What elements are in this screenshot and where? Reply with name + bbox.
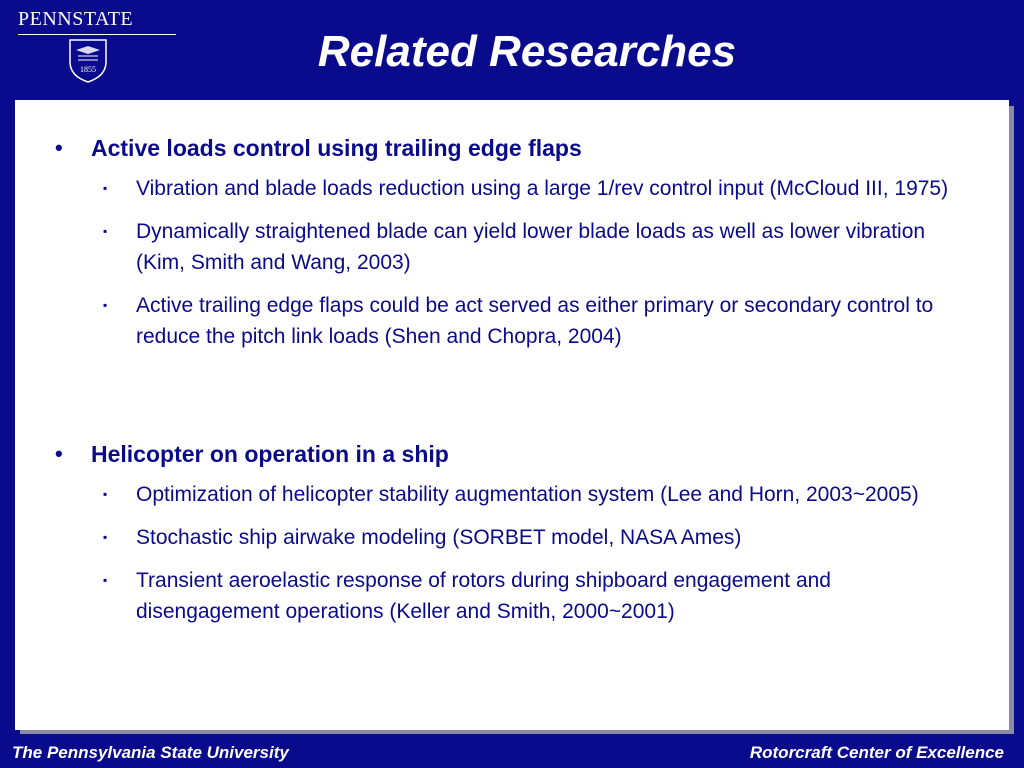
- bullet-level2: ▪: [103, 530, 108, 544]
- section-heading-text: Helicopter on operation in a ship: [91, 441, 449, 467]
- footer: [0, 738, 1024, 768]
- section-helicopter-ship: [15, 438, 1009, 627]
- list-item-text: Transient aeroelastic response of rotors during shipboard engagement and disengagement operations (Keller and Smith, 2000~2001): [136, 569, 831, 623]
- list-item-text: Active trailing edge flaps could be act served as either primary or secondary control to reduce the pitch link loads (Shen and Chopra, 2004): [136, 294, 934, 348]
- logo-year: 1855: [80, 65, 96, 74]
- section-active-loads: [15, 132, 1009, 352]
- section-heading: [15, 132, 1009, 164]
- list-item: [15, 522, 1009, 553]
- list-item-text: Dynamically straightened blade can yield lower blade loads as well as lower vibration (Kim, Smith and Wang, 2003): [136, 220, 926, 274]
- list-item-text: Vibration and blade loads reduction using a large 1/rev control input (McCloud III, 1975): [136, 177, 949, 200]
- footer-center: Rotorcraft Center of Excellence: [749, 743, 1004, 762]
- bullet-level2: ▪: [103, 573, 108, 587]
- list-item: [15, 565, 1009, 627]
- list-item: [15, 479, 1009, 510]
- section-heading-text: Active loads control using trailing edge flaps: [91, 135, 582, 161]
- bullet-level2: ▪: [103, 181, 108, 195]
- list-item: [15, 173, 1009, 204]
- section-heading: [15, 438, 1009, 470]
- bullet-level2: ▪: [103, 487, 108, 501]
- page-title: Related Researches: [317, 27, 737, 76]
- bullet-level1: •: [55, 441, 63, 466]
- bullet-level1: •: [55, 135, 63, 160]
- content-panel: [15, 100, 1009, 730]
- footer-university: The Pennsylvania State University: [12, 743, 289, 762]
- logo-wordmark: PENNSTATE: [18, 8, 134, 30]
- list-item-text: Stochastic ship airwake modeling (SORBET model, NASA Ames): [136, 526, 742, 549]
- bullet-level2: ▪: [103, 224, 108, 238]
- list-item-text: Optimization of helicopter stability augmentation system (Lee and Horn, 2003~2005): [136, 483, 919, 506]
- bullet-level2: ▪: [103, 298, 108, 312]
- list-item: [15, 216, 1009, 278]
- list-item: [15, 290, 1009, 352]
